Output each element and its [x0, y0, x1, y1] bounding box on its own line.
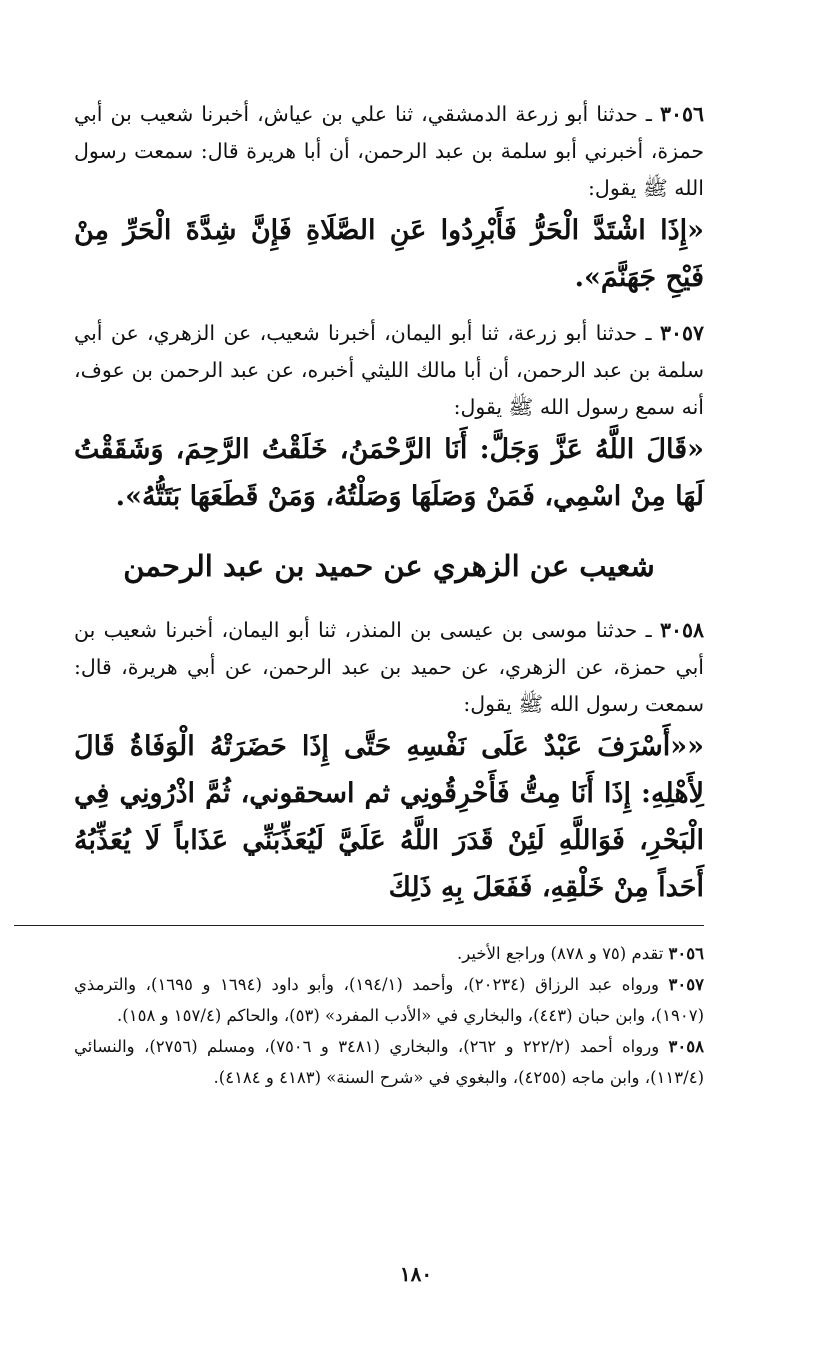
footnote: [74, 938, 704, 969]
page-body: [74, 96, 704, 1093]
footnotes: [74, 938, 704, 1093]
footnote: [74, 969, 704, 1031]
hadith-intro: [74, 315, 704, 426]
footnote-text: تقدم (٧٥ و ٨٧٨) وراجع الأخير.: [457, 944, 664, 963]
footnote-number: ٣٠٥٨: [668, 1037, 704, 1056]
hadith-3056: [74, 96, 704, 301]
hadith-matn: «إِذَا اشْتَدَّ الْحَرُّ فَأَبْرِدُوا عَنِ الصَّلَاةِ فَإِنَّ شِدَّةَ الْحَرِّ مِنْ فَيْحِ جَهَنَّمَ».: [74, 215, 704, 293]
footnote-number: ٣٠٥٧: [668, 975, 704, 994]
hadith-3058: [74, 612, 704, 911]
hadith-intro: [74, 96, 704, 207]
hadith-3057: [74, 315, 704, 520]
hadith-number: ٣٠٥٧: [659, 321, 704, 345]
hadith-matn: «قَالَ اللَّهُ عَزَّ وَجَلَّ: أَنَا الرَّحْمَنُ، خَلَقْتُ الرَّحِمَ، وَشَقَقْتُ لَهَا مِنْ اسْمِي، فَمَنْ وَصَلَهَا وَصَلْتُهُ، وَمَنْ قَطَعَهَا بَتَتُّهُ».: [74, 434, 704, 512]
footnote-number: ٣٠٥٦: [668, 944, 704, 963]
footnote-divider: [14, 925, 704, 926]
hadith-number: ٣٠٥٨: [659, 618, 704, 642]
hadith-number: ٣٠٥٦: [659, 102, 704, 126]
section-heading: شعيب عن الزهري عن حميد بن عبد الرحمن: [123, 549, 655, 583]
isnad-text: ـ حدثنا موسى بن عيسى بن المنذر، ثنا أبو اليمان، أخبرنا شعيب بن أبي حمزة، عن الزهري، عن حميد بن عبد الرحمن، عن أبي هريرة، قال: سمعت رسول الله ﷺ يقول:: [74, 618, 704, 716]
isnad-text: ـ حدثنا أبو زرعة، ثنا أبو اليمان، أخبرنا شعيب، عن الزهري، عن أبي سلمة بن عبد الرحمن، أن أبا مالك الليثي أخبره، عن عبد الرحمن بن عوف، أنه سمع رسول الله ﷺ يقول:: [74, 321, 704, 419]
footnote: [74, 1031, 704, 1093]
isnad-text: ـ حدثنا أبو زرعة الدمشقي، ثنا علي بن عياش، أخبرنا شعيب بن أبي حمزة، أخبرني أبو سلمة بن عبد الرحمن، أن أبا هريرة قال: سمعت رسول الله ﷺ يقول:: [74, 102, 704, 200]
page-number: ١٨٠: [399, 1262, 433, 1286]
hadith-intro: [74, 612, 704, 723]
hadith-matn: ««أَسْرَفَ عَبْدٌ عَلَى نَفْسِهِ حَتَّى إِذَا حَضَرَتْهُ الْوَفَاةُ قَالَ لِأَهْلِهِ: إِذَا أَنَا مِتُّ فَأَحْرِقُونِي ثم اسحقوني، ثُمَّ اذْرُونِي فِي الْبَحْرِ، فَوَاللَّهِ لَئِنْ قَدَرَ اللَّهُ عَلَيَّ لَيُعَذِّبَنِّي عَذَاباً لَا يُعَذِّبُهُ أَحَداً مِنْ خَلْقِهِ، فَفَعَلَ بِهِ ذَلِكَ: [74, 731, 704, 903]
footnote-text: ورواه عبد الرزاق (٢٠٢٣٤)، وأحمد (١٩٤/١)، وأبو داود (١٦٩٤ و ١٦٩٥)، والترمذي (١٩٠٧)، وابن حبان (٤٤٣)، والبخاري في «الأدب المفرد» (٥٣)، والحاكم (١٥٧/٤ و ١٥٨).: [74, 975, 704, 1025]
footnote-text: ورواه أحمد (٢٢٢/٢ و ٢٦٢)، والبخاري (٣٤٨١ و ٧٥٠٦)، ومسلم (٢٧٥٦)، والنسائي (١١٣/٤)، وابن ماجه (٤٢٥٥)، والبغوي في «شرح السنة» (٤١٨٣ و ٤١٨٤).: [74, 1037, 704, 1087]
